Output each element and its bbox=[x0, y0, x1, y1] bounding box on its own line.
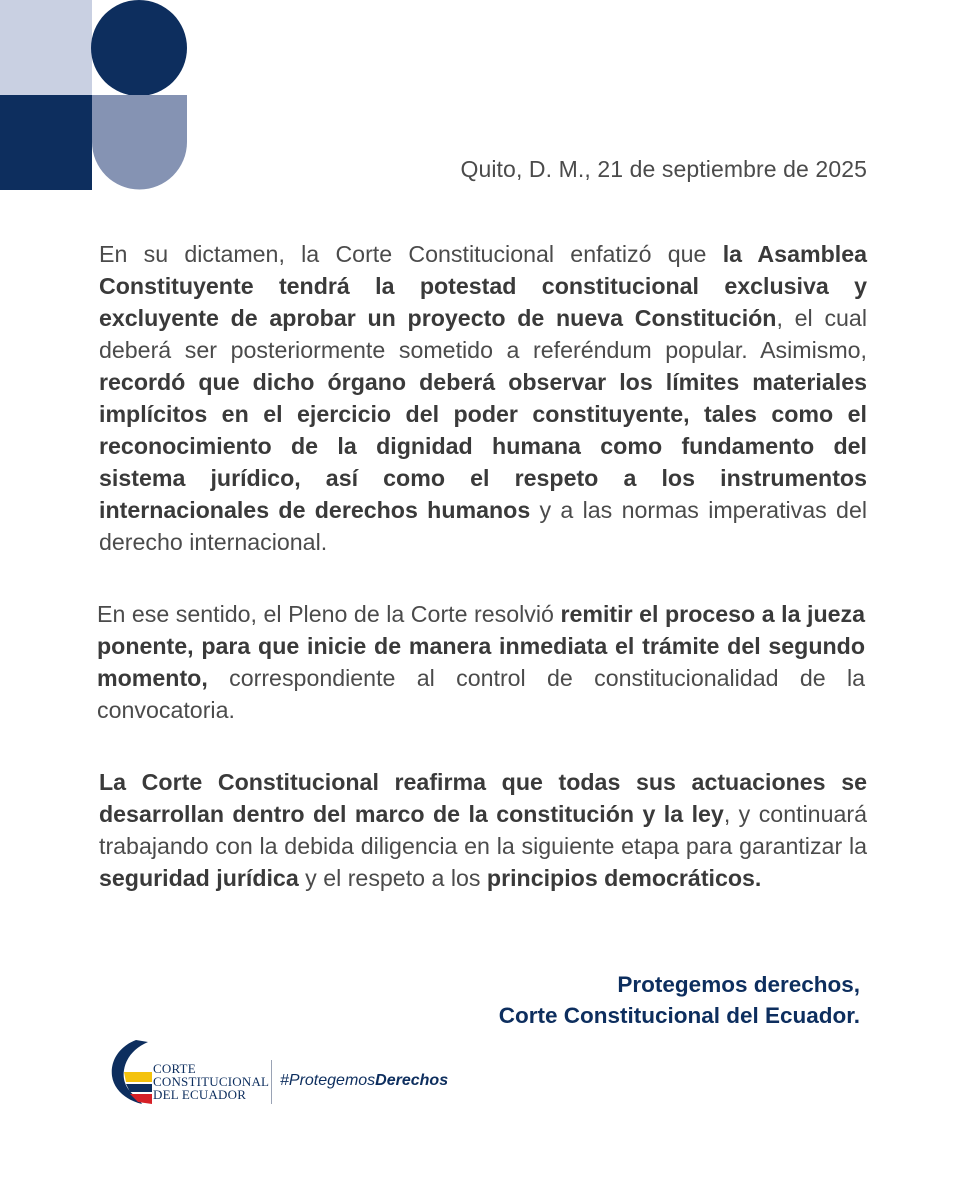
bold-run-1: remitir el proceso a la jueza ponente, para que inicie de manera inmediata el trámite del segundo momento, bbox=[97, 601, 865, 691]
navy-circle bbox=[91, 0, 187, 96]
court-logo-text bbox=[153, 1062, 269, 1101]
logo-divider bbox=[271, 1060, 272, 1104]
text-run-3: y el respeto a los bbox=[298, 865, 487, 891]
pale-square bbox=[0, 0, 92, 95]
hashtag-part-2: Derechos bbox=[375, 1072, 449, 1089]
bold-run-2: seguridad jurídica bbox=[99, 865, 299, 891]
text-run-4: y a las normas imperativas del derecho internacional. bbox=[99, 497, 867, 555]
logo-line-2: CONSTITUCIONAL bbox=[153, 1074, 270, 1089]
closing-signature bbox=[499, 969, 860, 1031]
text-run-1: , y continuará trabajando con la debida diligencia en la siguiente etapa para garantizar la bbox=[99, 801, 867, 859]
bold-run-0: La Corte Constitucional reafirma que todas sus actuaciones se desarrollan dentro del marco de la constitución y la ley bbox=[99, 769, 867, 827]
paragraph-2 bbox=[97, 598, 865, 726]
paragraph-3 bbox=[99, 766, 867, 894]
slate-half-round bbox=[92, 95, 187, 190]
bold-run-1: la Asamblea Constituyente tendrá la potestad constitucional exclusiva y excluyente de aprobar un proyecto de nueva Constitución bbox=[99, 241, 867, 331]
bold-run-4: principios democráticos. bbox=[486, 865, 762, 891]
document-date: Quito, D. M., 21 de septiembre de 2025 bbox=[460, 156, 867, 182]
text-run-0: En ese sentido, el Pleno de la Corte resolvió bbox=[97, 601, 561, 627]
hashtag bbox=[280, 1072, 448, 1090]
paragraph-1 bbox=[99, 238, 867, 558]
text-run-2: , el cual deberá ser posteriormente sometido a referéndum popular. Asimismo, bbox=[99, 305, 867, 363]
corner-decoration bbox=[0, 0, 190, 190]
text-run-2: correspondiente al control de constitucionalidad de la convocatoria. bbox=[97, 665, 865, 723]
closing-line-2: Corte Constitucional del Ecuador. bbox=[498, 1003, 860, 1028]
logo-line-1: CORTE bbox=[153, 1061, 196, 1076]
logo-line-3: DEL ECUADOR bbox=[153, 1087, 247, 1102]
closing-line-1: Protegemos derechos, bbox=[617, 972, 860, 997]
bold-run-3: recordó que dicho órgano deberá observar los límites materiales implícitos en el ejercicio del poder constituyente, tales como el reconocimiento de la dignidad humana como fundamento del sistema jurídico, así como el respeto a los instrumentos internacionales de derechos humanos bbox=[99, 369, 867, 523]
hashtag-part-1: #Protegemos bbox=[280, 1072, 376, 1089]
navy-square bbox=[0, 95, 92, 190]
text-run-0: En su dictamen, la Corte Constitucional enfatizó que bbox=[99, 241, 723, 267]
